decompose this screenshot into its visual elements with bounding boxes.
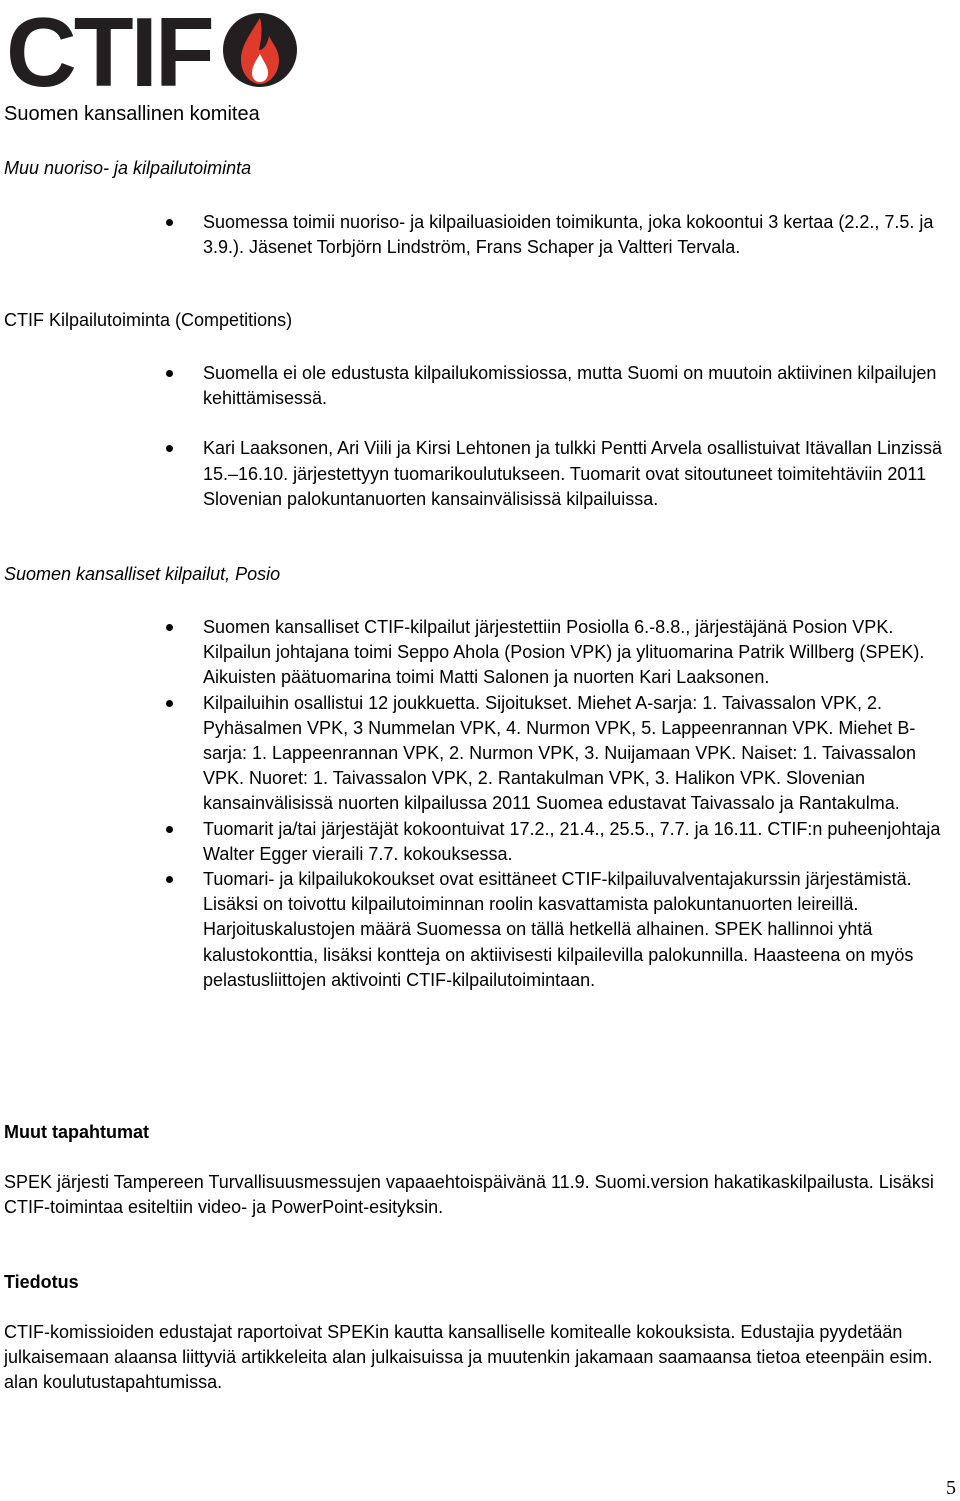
page-title: Suomen kansallinen komitea xyxy=(4,103,260,125)
list-item: Suomessa toimii nuoriso- ja kilpailuasioiden toimikunta, joka kokoontui 3 kertaa (2.2., 7.5. ja 3.9.). Jäsenet Torbjörn Lindström, Frans Schaper ja Valtteri Tervala. xyxy=(0,210,960,260)
list-item: Tuomarit ja/tai järjestäjät kokoontuivat 17.2., 21.4., 25.5., 7.7. ja 16.11. CTIF:n puheenjohtaja Walter Egger vieraili 7.7. kokouksessa. xyxy=(0,817,960,867)
competitions-bullet-list xyxy=(0,361,960,537)
logo-wordmark: CTIF xyxy=(6,0,212,107)
section-heading-youth: Muu nuoriso- ja kilpailutoiminta xyxy=(4,158,252,178)
section-heading-other: Muut tapahtumat xyxy=(4,1122,149,1142)
list-item: Suomen kansalliset CTIF-kilpailut järjestettiin Posiolla 6.-8.8., järjestäjänä Posion VPK. Kilpailun johtajana toimi Seppo Ahola (Posion VPK) ja ylituomarina Patrik Willberg (SPEK). Aikuisten päätuomarina toimi Matti Salonen ja nuorten Kari Laaksonen. xyxy=(0,615,960,691)
list-item: Kari Laaksonen, Ari Viili ja Kirsi Lehtonen ja tulkki Pentti Arvela osallistuivat Itävallan Linzissä 15.–16.10. järjestettyyn tuomarikoulutukseen. Tuomarit ovat sitoutuneet toimitehtäviin 2011 Slovenian palokuntanuorten kansainvälisissä kilpailuissa. xyxy=(0,436,960,512)
list-item: Suomella ei ole edustusta kilpailukomissiossa, mutta Suomi on muutoin aktiivinen kilpailujen kehittämisessä. xyxy=(0,361,960,411)
flame-icon xyxy=(221,10,299,90)
ctif-logo xyxy=(0,0,304,107)
section-heading-national: Suomen kansalliset kilpailut, Posio xyxy=(4,564,281,584)
section-heading-notice: Tiedotus xyxy=(4,1272,79,1292)
section-heading-competitions: CTIF Kilpailutoiminta (Competitions) xyxy=(4,310,293,330)
notice-paragraph: CTIF-komissioiden edustajat raportoivat SPEKin kautta kansalliselle komitealle kokouksista. Edustajia pyydetään julkaisemaan alaansa liittyviä artikkeleita alan julkaisuissa ja muutenkin jakamaan saamaansa tietoa eteenpäin esim. alan koulutustapahtumissa. xyxy=(4,1322,933,1393)
youth-bullet-list xyxy=(0,210,960,260)
list-item: Tuomari- ja kilpailukokoukset ovat esittäneet CTIF-kilpailuvalventajakurssin järjestämistä. Lisäksi on toivottu kilpailutoiminnan roolin kasvattamista palokuntanuorten leireillä. Harjoituskalustojen määrä Suomessa on tällä hetkellä alhainen. SPEK hallinnoi yhtä kalustokonttia, lisäksi kontteja on aktiivisesti kilpailevilla palokunnilla. Haasteena on myös pelastusliittojen aktivointi CTIF-kilpailutoimintaan. xyxy=(0,867,960,993)
national-bullet-list xyxy=(0,615,960,993)
list-item: Kilpailuihin osallistui 12 joukkuetta. Sijoitukset. Miehet A-sarja: 1. Taivassalon VPK, 2. Pyhäsalmen VPK, 3 Nummelan VPK, 4. Nurmon VPK, 5. Lappeenrannan VPK. Miehet B-sarja: 1. Lappeenrannan VPK, 2. Nurmon VPK, 3. Nuijamaan VPK. Naiset: 1. Taivassalon VPK. Nuoret: 1. Taivassalon VPK, 2. Rantakulman VPK, 3. Halikon VPK. Slovenian kansainvälisissä nuorten kilpailussa 2011 Suomea edustavat Taivassalo ja Rantakulma. xyxy=(0,691,960,817)
other-events-paragraph: SPEK järjesti Tampereen Turvallisuusmessujen vapaaehtoispäivänä 11.9. Suomi.version hakatikaskilpailusta. Lisäksi CTIF-toimintaa esiteltiin video- ja PowerPoint-esityksin. xyxy=(4,1172,934,1218)
page-number: 5 xyxy=(946,1477,956,1499)
